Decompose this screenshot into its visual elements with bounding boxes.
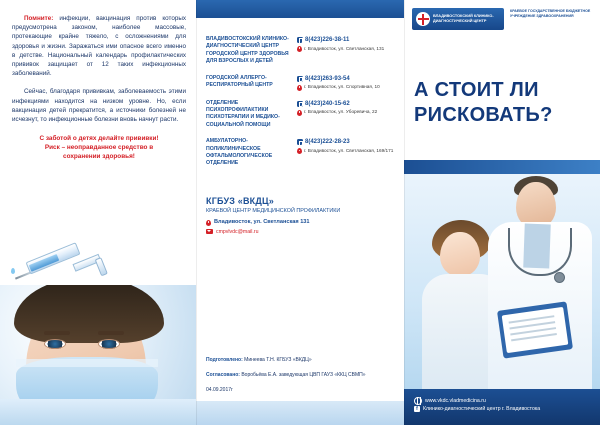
contact-phone-number: 8(423)240-15-62: [305, 100, 350, 107]
slogan-line-3: сохранении здоровья!: [63, 153, 135, 161]
right-header: [404, 0, 600, 40]
org-email-text: cmpvlvdc@mail.ru: [216, 228, 259, 235]
website-text: www.vkdc.vladmedicina.ru: [425, 398, 486, 404]
contact-address: [297, 46, 397, 53]
contacts-list: [206, 36, 398, 177]
contact-name: ГОРОДСКОЙ АЛЛЕРГО-РЕСПИРАТОРНЫЙ ЦЕНТР: [206, 74, 273, 89]
phone-icon: [297, 101, 303, 107]
approved-value: Воробьёва Е.А. заведующая ЦВП ГАУЗ «ККЦ СВМП»: [241, 372, 366, 378]
contact-row: [206, 100, 398, 130]
right-blue-strip: [404, 160, 600, 174]
contact-address-text: г. Владивосток, ул. Уборевича, 22: [304, 109, 378, 115]
approved-label: Согласовано:: [206, 372, 240, 378]
map-pin-icon: [297, 110, 302, 116]
phone-icon: [297, 76, 303, 82]
contact-address-text: г. Владивосток, ул. Спортивная, 10: [304, 84, 380, 90]
remember-label: Помните:: [24, 15, 54, 22]
government-institution-text: КРАЕВОЕ ГОСУДАРСТВЕННОЕ БЮДЖЕТНОЕ УЧРЕЖДЕНИЕ ЗДРАВООХРАНЕНИЯ: [510, 9, 591, 18]
left-panel: [0, 0, 196, 425]
contact-name: ОТДЕЛЕНИЕ ПСИХОПРОФИЛАКТИКИ ПСИХОТЕРАПИИ И МЕДИКО-СОЦИАЛЬНОЙ ПОМОЩИ: [206, 99, 280, 128]
contact-row: [206, 75, 398, 91]
contact-address-text: г. Владивосток, ул. Светланская, 131: [304, 45, 385, 51]
clinic-logo-text: ВЛАДИВОСТОКСКИЙ КЛИНИКО-ДИАГНОСТИЧЕСКИЙ ЦЕНТР: [433, 14, 494, 23]
fold-line-left: [196, 0, 197, 425]
map-pin-icon: [297, 148, 302, 154]
right-panel: [404, 0, 600, 425]
org-title: КГБУЗ «ВКДЦ»: [206, 196, 274, 206]
contact-address: [297, 148, 397, 155]
contact-address: [297, 109, 397, 116]
envelope-icon: [206, 229, 213, 234]
contact-phone-number: 8(423)263-93-54: [305, 75, 350, 82]
contact-phone-number: 8(423)226-38-11: [305, 37, 350, 43]
doctor-and-child-photo: [404, 174, 600, 390]
slogan-line-2: Риск – неоправданное средство в: [44, 144, 154, 152]
headline-line-2: РИСКОВАТЬ?: [414, 104, 553, 126]
website-row[interactable]: [414, 397, 592, 405]
slogan-line-1: С заботой о детях делайте прививки!: [39, 135, 159, 143]
map-pin-icon: [206, 220, 211, 226]
social-text: Клинико-диагностический центр г. Владивостока: [423, 406, 541, 412]
right-footer: [404, 389, 600, 425]
left-paragraph-1-text: инфекции, вакцинация против которых предусмотрена законом, наиболее массовые, протекающие крайне тяжело, с осложнениями для здоровья и жизни. Заражаться ими опасное всего именно в детстве. Национальный календарь профилактических прививок защищает от 12 таких инфекционных заболеваний.: [12, 15, 186, 78]
doctor-in-mask-photo: [0, 285, 196, 425]
page-title: [414, 78, 600, 128]
phone-icon: [297, 37, 303, 43]
phone-icon: [297, 139, 303, 145]
contact-phone[interactable]: [297, 100, 397, 108]
medical-cross-icon: [416, 12, 430, 26]
organization-block: [206, 196, 398, 235]
approved-by-row: [206, 372, 398, 379]
credits-block: [206, 357, 398, 393]
center-panel: [196, 0, 404, 425]
headline-line-1: А СТОИТ ЛИ: [414, 79, 539, 101]
globe-icon: [414, 397, 422, 405]
map-pin-icon: [297, 46, 302, 52]
clipboard-icon: [497, 301, 573, 358]
contact-phone[interactable]: [297, 75, 397, 83]
contact-address-text: г. Владивосток, ул. Светланская, 169/171: [304, 147, 394, 153]
clinic-logo: [412, 8, 504, 30]
facebook-icon: f: [414, 406, 420, 412]
document-date: 04.09.2017г: [206, 387, 233, 393]
social-row[interactable]: [414, 405, 592, 413]
left-paragraph-2: Сейчас, благодаря прививкам, заболеваемость этими инфекциями находится на низком уровне. Но, если вакцинация детей прекратится, а источники болезней не исчезнут, то инфекционные болезни вновь начнут расти.: [12, 88, 186, 124]
contact-row: [206, 36, 398, 66]
center-photo-strip: [196, 401, 404, 425]
prepared-label: Подготовлено:: [206, 357, 243, 363]
contact-row: [206, 138, 398, 168]
left-paragraph-1: [12, 14, 186, 78]
contact-phone[interactable]: [297, 36, 397, 44]
org-subtitle: КРАЕВОЙ ЦЕНТР МЕДИЦИНСКОЙ ПРОФИЛАКТИКИ: [206, 208, 341, 214]
contact-phone[interactable]: [297, 138, 397, 146]
prepared-value: Минеева Т.Н. КГБУЗ «ВКДЦ»: [244, 357, 312, 363]
contact-name: АМБУЛАТОРНО-ПОЛИКЛИНИЧЕСКОЕ ОФТАЛЬМОЛОГИЧЕСКОЕ ОТДЕЛЕНИЕ: [206, 138, 273, 167]
fold-line-right: [404, 0, 405, 425]
contact-name: ВЛАДИВОСТОКСКИЙ КЛИНИКО-ДИАГНОСТИЧЕСКИЙ ЦЕНТР ГОРОДСКОЙ ЦЕНТР ЗДОРОВЬЯ ДЛЯ ВЗРОСЛЫХ И ДЕТЕЙ: [206, 36, 289, 65]
map-pin-icon: [297, 85, 302, 91]
contact-phone-number: 8(423)222-28-23: [305, 139, 350, 146]
org-address-text: Владивосток, ул. Светланская 131: [214, 219, 310, 226]
org-address: [206, 219, 398, 226]
contact-address: [297, 84, 397, 91]
center-top-band: [196, 0, 404, 18]
org-email[interactable]: [206, 229, 398, 235]
prepared-by-row: [206, 357, 398, 364]
left-slogan: [14, 134, 184, 161]
